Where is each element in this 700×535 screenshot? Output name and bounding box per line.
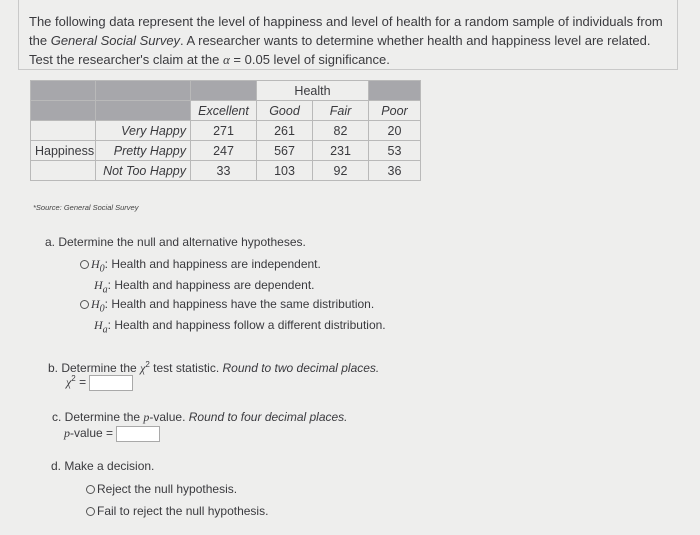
p-value-input-row — [64, 426, 160, 442]
question-intro — [18, 0, 678, 70]
table-corner — [31, 101, 96, 121]
chi-equals: = — [79, 375, 87, 389]
decision-option-fail-to-reject[interactable] — [86, 504, 268, 518]
column-header: Fair — [313, 101, 369, 121]
radio-button-icon[interactable] — [86, 507, 95, 516]
row-group-label: Happiness — [31, 141, 96, 161]
alpha-symbol: α — [222, 52, 230, 67]
part-c-tail: -value. — [149, 410, 186, 424]
chi-label-exponent: 2 — [71, 374, 76, 383]
intro-text-3: = 0.05 level of significance. — [233, 52, 390, 67]
part-c-text: c. Determine the — [52, 410, 141, 424]
health-header: Health — [257, 81, 369, 101]
row-group-cell — [31, 121, 96, 141]
table-cell: 53 — [369, 141, 421, 161]
decision-option-label: Reject the null hypothesis. — [97, 482, 238, 496]
column-header: Excellent — [191, 101, 257, 121]
table-row — [31, 121, 421, 141]
table-row — [31, 141, 421, 161]
hypothesis-option-2[interactable] — [80, 296, 386, 339]
decision-option-reject[interactable] — [86, 482, 237, 496]
table-corner — [96, 81, 191, 101]
table-cell: 261 — [257, 121, 313, 141]
table-cell: 103 — [257, 161, 313, 181]
part-a-prompt: a. Determine the null and alternative hypotheses. — [45, 235, 306, 249]
decision-option-label: Fail to reject the null hypothesis. — [97, 504, 269, 518]
p-value-label: -value = — [70, 426, 114, 441]
table-cell: 82 — [313, 121, 369, 141]
chi-square-input-row — [66, 374, 133, 391]
table-corner — [96, 101, 191, 121]
table-blank — [191, 81, 257, 101]
h0-symbol: H — [91, 297, 100, 311]
table-cell: 33 — [191, 161, 257, 181]
h0-subscript: 0 — [99, 263, 105, 275]
intro-text-2: . A researcher wants to determine whether health and happiness level are related. Test the researcher's claim at the — [29, 33, 651, 67]
table-cell: 247 — [191, 141, 257, 161]
table-cell: 20 — [369, 121, 421, 141]
hypothesis-option-1[interactable] — [80, 256, 321, 299]
h0-symbol: H — [91, 257, 100, 271]
ha-text: : Health and happiness follow a different distribution. — [107, 318, 386, 333]
table-cell: 271 — [191, 121, 257, 141]
table-cell: 92 — [313, 161, 369, 181]
table-cell: 567 — [257, 141, 313, 161]
chi-label: χ — [66, 375, 72, 389]
table-row — [31, 161, 421, 181]
h0-text: : Health and happiness have the same distribution. — [104, 297, 375, 311]
chi-symbol: χ — [140, 361, 146, 375]
radio-button-icon[interactable] — [80, 260, 89, 269]
part-b-tail: test statistic. — [153, 361, 220, 375]
column-header: Good — [257, 101, 313, 121]
part-d-prompt: d. Make a decision. — [51, 459, 155, 473]
row-label: Not Too Happy — [96, 161, 191, 181]
row-group-cell — [31, 161, 96, 181]
source-note: *Source: General Social Survey — [33, 203, 139, 212]
part-c-instruction: Round to four decimal places. — [188, 410, 348, 424]
ha-symbol: H — [94, 318, 103, 333]
radio-button-icon[interactable] — [80, 300, 89, 309]
p-symbol: p — [143, 410, 150, 424]
column-header: Poor — [369, 101, 421, 121]
radio-button-icon[interactable] — [86, 485, 95, 494]
intro-text-1: The following data represent the level of happiness and level of health for a random sample of individuals from the — [29, 14, 663, 48]
table-corner — [31, 81, 96, 101]
ha-text: : Health and happiness are dependent. — [107, 278, 315, 293]
ha-subscript: a — [102, 324, 108, 336]
part-b-text: b. Determine the — [48, 361, 137, 375]
row-label: Pretty Happy — [96, 141, 191, 161]
table-cell: 231 — [313, 141, 369, 161]
h0-subscript: 0 — [99, 303, 105, 315]
ha-symbol: H — [94, 278, 103, 293]
p-label: p — [64, 426, 70, 441]
table-blank — [369, 81, 421, 101]
contingency-table — [30, 80, 421, 181]
part-b-instruction: Round to two decimal places. — [222, 361, 380, 375]
p-value-input[interactable] — [116, 426, 160, 442]
part-c-prompt — [52, 410, 348, 425]
row-label: Very Happy — [96, 121, 191, 141]
table-cell: 36 — [369, 161, 421, 181]
chi-exponent: 2 — [145, 360, 150, 369]
h0-text: : Health and happiness are independent. — [104, 257, 321, 271]
chi-square-input[interactable] — [89, 375, 133, 391]
survey-name: General Social Survey — [50, 33, 181, 48]
ha-subscript: a — [102, 284, 108, 296]
